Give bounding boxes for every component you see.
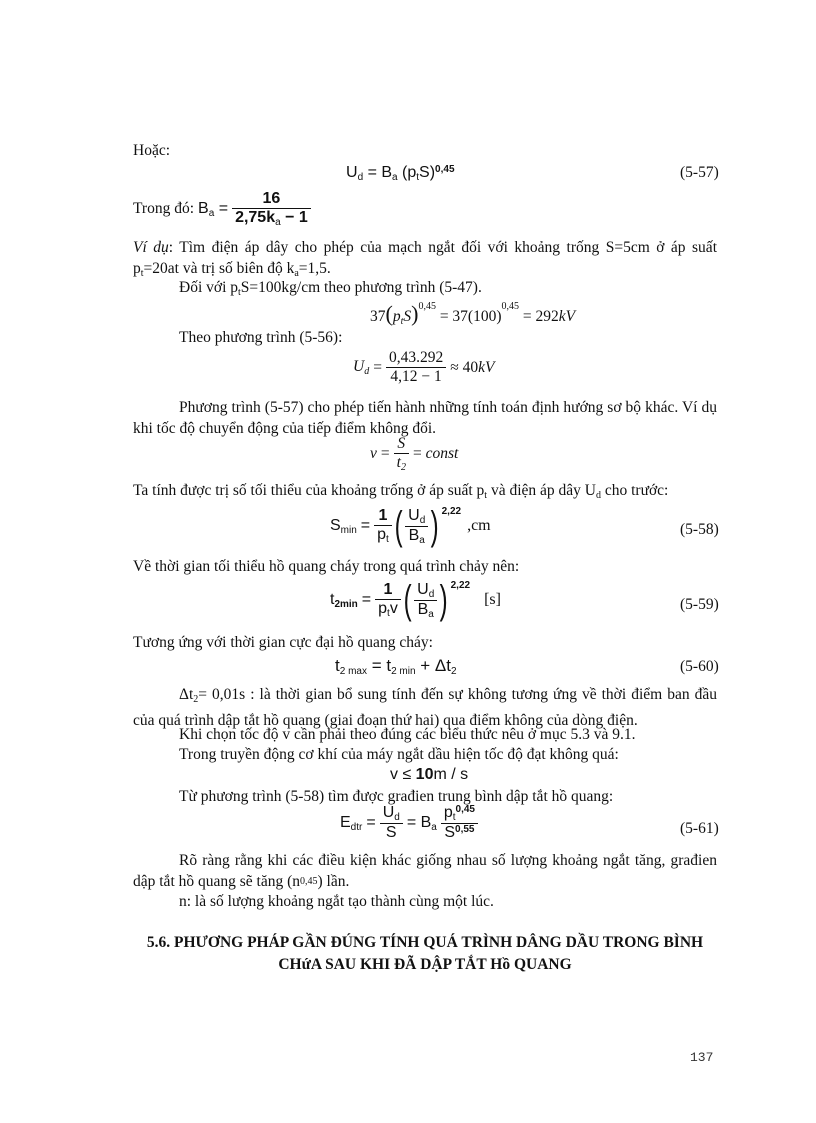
equation-5-59: $t_{2min}$ = $\frac{1}{p_tv}$ ( $\frac{U_d}{B_a}$ ) 2,22 [s] <box>330 578 501 622</box>
equation-5-57: $U_d = B_a$ $(p_tS)^{0,45}$ <box>346 164 455 183</box>
equation-292kv: $37(p_tS)^{0,45} = 37(100)^{0,45} = 292kV$ <box>370 301 576 327</box>
paragraph-vi-du: Ví dụ: Tìm điện áp dây cho phép của mạch ngắt đối với khoảng trống S=5cm ở áp suất $p_t=20at$ và trị số biên độ $k_a=1,5$. <box>133 239 717 279</box>
text-trong-do: Trong đó: <box>133 200 195 217</box>
equation-number-5-61: (5-61) <box>680 820 719 837</box>
equation-number-5-60: (5-60) <box>680 658 719 675</box>
paragraph-delta-t2: $\Delta t_2= 0,01s$ : là thời gian bổ sung tính đến sự không tương ứng về thời điểm ban đầu của quá trình dập tắt hồ quang (giai đoạn thứ hai) qua điểm không của dòng điện. <box>133 686 717 729</box>
paragraph-ro-rang: Rõ ràng rằng khi các điều kiện khác giống nhau số lượng khoảng ngắt tăng, građien dập tắt hồ quang sẽ tăng $(n^{0,45})$ lần. <box>133 852 717 890</box>
text-n-la: n: là số lượng khoảng ngắt tạo thành cùng một lúc. <box>179 893 494 910</box>
equation-number-5-59: (5-59) <box>680 596 719 613</box>
text-ve-thoi-gian: Về thời gian tối thiểu hồ quang cháy trong quá trình chảy nên: <box>133 558 520 575</box>
equation-5-61: $E_{dtr}$ = $\frac{U_d}{S}$ = $B_a$ $\frac{p_t^{0,45}}{S^{0,55}}$ <box>340 804 478 842</box>
section-heading-5-6 <box>133 932 717 976</box>
definition-Ba: Trong đó: $B_a$ = $\frac{16}{2,75k_a - 1}$ <box>133 186 311 232</box>
text-tu-phuong-trinh: Từ phương trình (5-58) tìm được građien trung bình dập tắt hồ quang: <box>179 788 614 805</box>
equation-v-limit: v ≤ 10m / s <box>390 766 469 783</box>
text-theo-pt: Theo phương trình (5-56): <box>179 329 343 346</box>
equation-5-60: $t_{2 max} = t_{2 min} + \Delta t_2$ <box>335 656 457 677</box>
heading-line-2: CHứA SAU KHI ĐÃ DẬP TẮT Hồ QUANG <box>278 956 572 973</box>
heading-line-1: 5.6. PHƯƠNG PHÁP GẦN ĐÚNG TÍNH QUÁ TRÌNH DÂNG DẦU TRONG BÌNH <box>146 934 704 951</box>
equation-number-5-58: (5-58) <box>680 521 719 538</box>
equation-40kv: $U_d$ = $\frac{0,43.292}{4,12 - 1}$ ≈ 40kV <box>353 349 495 385</box>
paragraph-pt-557: Phương trình (5-57) cho phép tiến hành những tính toán định hướng sơ bộ khác. Ví dụ khi tốc độ chuyển động của tiếp điểm không đổi. <box>133 399 717 437</box>
page-number: 137 <box>690 1050 714 1065</box>
paragraph-ta-tinh: Ta tính được trị số tối thiểu của khoảng trống ở áp suất $p_t$ và điện áp dây $U_d$ cho trước: <box>133 482 669 501</box>
text-tuong-ung: Tương ứng với thời gian cực đại hồ quang cháy: <box>133 634 433 651</box>
text-trong-truyen-dong: Trong truyền động cơ khí của máy ngắt dầu hiện tốc độ đạt không quá: <box>179 746 619 763</box>
equation-5-58: $S_{min}$ = $\frac{1}{p_t}$ ( $\frac{U_d}{B_a}$ ) 2,22 ,cm <box>330 504 491 548</box>
text-khi-chon: Khi chọn tốc độ v cần phải theo đúng các biểu thức nêu ở mục 5.3 và 9.1. <box>179 726 636 743</box>
text-hoac: Hoặc: <box>133 142 171 159</box>
equation-velocity: v = $\frac{S}{t_2}$ = const <box>370 435 459 473</box>
paragraph-doi-voi: Đối với $p_tS=100kg/cm$ theo phương trình (5-47). <box>179 279 482 298</box>
equation-number-5-57: (5-57) <box>680 164 719 181</box>
